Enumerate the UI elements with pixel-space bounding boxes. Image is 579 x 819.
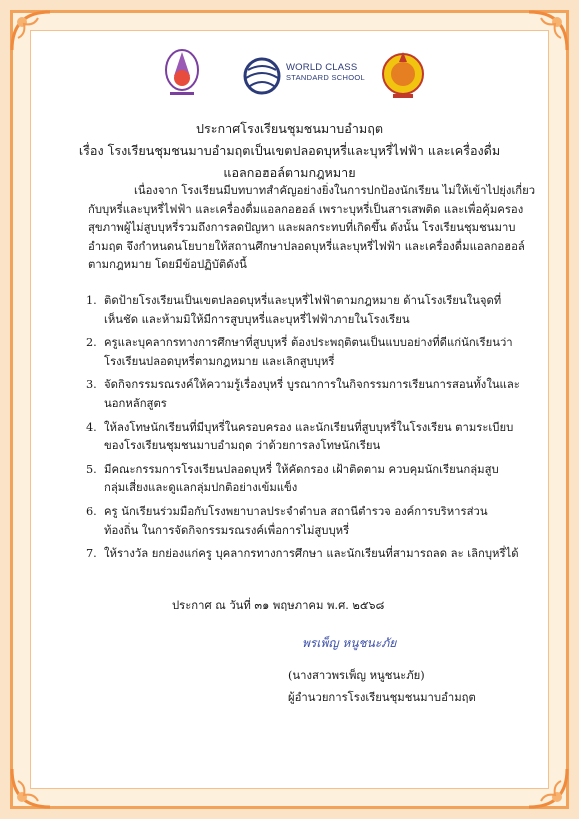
policy-list xyxy=(86,292,520,569)
logo-row xyxy=(30,48,549,108)
list-item xyxy=(86,419,516,456)
title-line: เรื่อง โรงเรียนชุมชนมาบอำมฤตเป็นเขตปลอดบุหรี่และบุหรี่ไฟฟ้า และเครื่องดื่ม xyxy=(78,143,501,158)
signer-position: ผู้อำนวยการโรงเรียนชุมชนมาบอำมฤต xyxy=(288,691,476,704)
signature-text: พรเพ็ญ หนูชนะภัย xyxy=(302,636,397,650)
item-line: โรงเรียนปลอดบุหรี่ตามกฎหมาย และเลิกสูบบุหรี่ xyxy=(104,354,335,368)
list-item xyxy=(86,545,519,564)
item-number: 1. xyxy=(86,294,97,307)
item-line: ของโรงเรียนชุมชนมาบอำมฤต ว่าด้วยการลงโทษนักเรียน xyxy=(104,439,381,453)
item-line: ครู นักเรียนร่วมมือกับโรงพยาบาลประจำตำบล สถานีตำรวจ องค์การบริหารส่วน xyxy=(104,504,488,518)
item-number: 6. xyxy=(86,504,97,518)
item-line: ติดป้ายโรงเรียนเป็นเขตปลอดบุหรี่และบุหรี่ไฟฟ้าตามกฎหมาย ด้านโรงเรียนในจุดที่ xyxy=(104,294,502,307)
item-line: จัดกิจกรรมรณรงค์ให้ความรู้เรื่องบุหรี่ บูรณาการในกิจกรรมการเรียนการสอนทั้งในและ xyxy=(104,378,520,392)
item-number: 4. xyxy=(86,420,97,434)
world-class-logo-text xyxy=(286,62,365,82)
item-line: ให้รางวัล ยกย่องแก่ครู บุคลากรทางการศึกษา และนักเรียนที่สามารถลด ละ เลิกบุหรี่ได้ xyxy=(104,547,519,561)
title-line: แอลกอฮอล์ตามกฎหมาย xyxy=(223,165,356,180)
item-number: 7. xyxy=(86,547,97,561)
intro-line: เนื่องจาก โรงเรียนมีบทบาทสำคัญอย่างยิ่งในการปกป้องนักเรียน ไม่ให้เข้าไปยุ่งเกี่ยว xyxy=(134,184,536,197)
item-number: 2. xyxy=(86,336,97,350)
logo-text-line2: STANDARD SCHOOL xyxy=(286,73,365,82)
list-item xyxy=(86,334,516,371)
signer-name: (นางสาวพรเพ็ญ หนูชนะภัย) xyxy=(288,669,425,682)
item-number: 3. xyxy=(86,378,97,392)
world-class-logo-icon xyxy=(242,56,365,100)
list-item xyxy=(86,292,516,329)
item-line: ครูและบุคลากรทางการศึกษาที่สูบบุหรี่ ต้องประพฤติตนเป็นแบบอย่างที่ดีแก่นักเรียนว่า xyxy=(104,336,513,350)
intro-line: ตามกฎหมาย โดยมีข้อปฏิบัติดังนี้ xyxy=(88,258,247,272)
title-line: ประกาศโรงเรียนชุมชนมาบอำมฤต xyxy=(195,121,384,136)
list-item xyxy=(86,376,520,413)
document-title xyxy=(50,118,529,184)
logo-text-line1: WORLD CLASS xyxy=(286,62,358,73)
announcement-date: ประกาศ ณ วันที่ ๓๑ พฤษภาคม พ.ศ. ๒๕๖๘ xyxy=(172,599,385,612)
item-line: มีคณะกรรมการโรงเรียนปลอดบุหรี่ ให้คัดกรอง เฝ้าติดตาม ควบคุมนักเรียนกลุ่มสูบ xyxy=(104,462,499,476)
school-logo-icon xyxy=(160,48,204,104)
signature-image xyxy=(300,624,430,660)
intro-line: อำมฤต จึงกำหนดนโยบายให้สถานศึกษาปลอดบุหรี่และบุหรี่ไฟฟ้า และเครื่องดื่มแอลกอฮอล์ xyxy=(88,239,525,253)
intro-paragraph xyxy=(88,182,536,275)
list-item xyxy=(86,503,516,540)
list-item xyxy=(86,461,516,498)
intro-line: กับบุหรี่และบุหรี่ไฟฟ้า และเครื่องดื่มแอลกอฮอล์ เพราะบุหรี่เป็นสารเสพติด และเพื่อคุ้มครอง xyxy=(88,202,524,216)
item-line: นอกหลักสูตร xyxy=(104,396,167,410)
item-number: 5. xyxy=(86,462,97,476)
item-line: เห็นชัด และห้ามมิให้มีการสูบบุหรี่และบุหรี่ไฟฟ้าภายในโรงเรียน xyxy=(104,312,410,326)
intro-line: สุขภาพผู้ไม่สูบบุหรี่รวมถึงการลดปัญหา และผลกระทบที่เกิดขึ้น ดังนั้น โรงเรียนชุมชนมาบ xyxy=(88,221,516,235)
item-line: ท้องถิ่น ในการจัดกิจกรรมรณรงค์เพื่อการไม่สูบบุหรี่ xyxy=(104,523,350,537)
item-line: กลุ่มเสี่ยงและดูแลกลุ่มปกติอย่างเข้มแข็ง xyxy=(104,481,298,495)
document-content xyxy=(30,30,549,789)
obec-emblem-icon xyxy=(380,48,426,104)
item-line: ให้ลงโทษนักเรียนที่มีบุหรี่ในครอบครอง และนักเรียนที่สูบบุหรี่ในโรงเรียน ตามระเบียบ xyxy=(104,420,514,434)
